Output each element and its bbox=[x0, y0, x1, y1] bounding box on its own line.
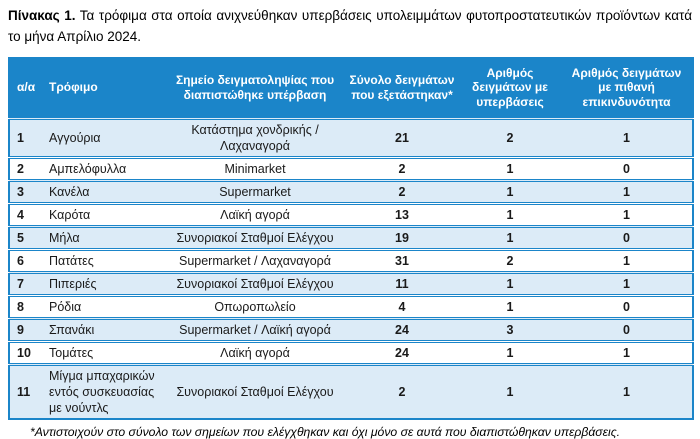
row-index-cell: 8 bbox=[17, 299, 24, 314]
samples-cell: 4 bbox=[398, 299, 406, 314]
exceedances-cell: 1 bbox=[506, 345, 514, 360]
table-row bbox=[9, 118, 693, 157]
residue-table bbox=[8, 57, 694, 420]
table-header bbox=[9, 58, 693, 118]
site-cell: Supermarket / Λαϊκή αγορά bbox=[165, 318, 345, 341]
risk-cell: 1 bbox=[561, 118, 693, 157]
site-cell: Κατάστημα χονδρικής /Λαχαναγορά bbox=[165, 118, 345, 157]
row-index-cell: 5 bbox=[9, 226, 47, 249]
header-food: Τρόφιμο bbox=[47, 58, 165, 118]
samples-cell: 24 bbox=[395, 345, 409, 360]
exceedances-cell: 1 bbox=[459, 180, 561, 203]
samples-cell: 24 bbox=[345, 318, 459, 341]
food-cell: Αμπελόφυλλα bbox=[49, 161, 127, 176]
row-index-cell: 4 bbox=[17, 207, 24, 222]
site-cell: Supermarket / Λαχαναγορά bbox=[178, 253, 332, 268]
food-cell: Πιπεριές bbox=[47, 272, 165, 295]
food-cell: Τομάτες bbox=[49, 345, 94, 360]
risk-cell: 0 bbox=[561, 226, 693, 249]
table-footnote: *Αντιστοιχούν στο σύνολο των σημείων που ελέγχθηκαν και όχι μόνο σε αυτά που διαπιστώθηκαν υπερβάσεις. bbox=[30, 424, 621, 439]
table-row bbox=[9, 318, 693, 341]
header-samples-possible-risk: Αριθμός δειγμάτων με πιθανή επικινδυνότητα bbox=[561, 58, 693, 118]
table-row bbox=[9, 341, 693, 364]
table-row bbox=[9, 295, 693, 318]
samples-cell: 21 bbox=[345, 118, 459, 157]
row-index-cell: 9 bbox=[9, 318, 47, 341]
site-cell: Συνοριακοί Σταθμοί Ελέγχου bbox=[165, 226, 345, 249]
risk-cell: 0 bbox=[623, 299, 630, 314]
site-cell: Λαϊκή αγορά bbox=[220, 345, 290, 360]
food-cell: Καρότα bbox=[49, 207, 91, 222]
risk-cell: 1 bbox=[561, 364, 693, 419]
samples-cell: 2 bbox=[345, 364, 459, 419]
site-cell: Συνοριακοί Σταθμοί Ελέγχου bbox=[165, 272, 345, 295]
risk-cell: 1 bbox=[623, 207, 630, 222]
table-title-label: Πίνακας 1. bbox=[8, 8, 76, 23]
header-samples-examined: Σύνολο δειγμάτων που εξετάστηκαν* bbox=[345, 58, 459, 118]
row-index-cell: 7 bbox=[9, 272, 47, 295]
exceedances-cell: 1 bbox=[459, 364, 561, 419]
row-index-cell: 6 bbox=[17, 253, 24, 268]
table-body bbox=[9, 118, 693, 419]
risk-cell: 1 bbox=[623, 345, 630, 360]
table-row bbox=[9, 157, 693, 180]
header-sampling-site: Σημείο δειγματοληψίας που διαπιστώθηκε υπέρβαση bbox=[165, 58, 345, 118]
row-index-cell: 3 bbox=[9, 180, 47, 203]
samples-cell: 2 bbox=[345, 180, 459, 203]
food-cell: Μίγμα μπαχαρικών εντός συσκευασίας με νούντλς bbox=[47, 364, 165, 419]
table-row bbox=[9, 272, 693, 295]
site-cell: Λαϊκή αγορά bbox=[220, 207, 290, 222]
site-cell: Supermarket bbox=[165, 180, 345, 203]
exceedances-cell: 1 bbox=[506, 299, 514, 314]
samples-cell: 2 bbox=[398, 161, 406, 176]
row-index-cell: 2 bbox=[17, 161, 24, 176]
risk-cell: 1 bbox=[623, 253, 630, 268]
row-index-cell: 10 bbox=[17, 345, 31, 360]
food-cell: Πατάτες bbox=[49, 253, 94, 268]
exceedances-cell: 2 bbox=[506, 253, 514, 268]
row-index-cell: 1 bbox=[9, 118, 47, 157]
food-cell: Αγγούρια bbox=[47, 118, 165, 157]
header-row bbox=[9, 58, 693, 118]
exceedances-cell: 1 bbox=[506, 161, 514, 176]
risk-cell: 0 bbox=[561, 318, 693, 341]
exceedances-cell: 2 bbox=[459, 118, 561, 157]
site-cell: Οπωροπωλείο bbox=[214, 299, 296, 314]
exceedances-cell: 1 bbox=[506, 207, 514, 222]
samples-cell: 11 bbox=[345, 272, 459, 295]
food-cell: Μήλα bbox=[47, 226, 165, 249]
samples-cell: 31 bbox=[395, 253, 409, 268]
header-samples-exceedances: Αριθμός δειγμάτων με υπερβάσεις bbox=[459, 58, 561, 118]
table-title-text: Τα τρόφιμα στα οποία ανιχνεύθηκαν υπερβάσεις υπολειμμάτων φυτοπροστατευτικών προϊόντων κατά το μήνα Απρίλιο 2024. bbox=[8, 8, 692, 44]
food-cell: Κανέλα bbox=[47, 180, 165, 203]
exceedances-cell: 1 bbox=[459, 226, 561, 249]
exceedances-cell: 1 bbox=[459, 272, 561, 295]
site-cell: Minimarket bbox=[224, 161, 286, 176]
samples-cell: 13 bbox=[395, 207, 409, 222]
site-cell: Συνοριακοί Σταθμοί Ελέγχου bbox=[165, 364, 345, 419]
table-row bbox=[9, 180, 693, 203]
table-title bbox=[8, 6, 692, 48]
samples-cell: 19 bbox=[345, 226, 459, 249]
table-row bbox=[9, 203, 693, 226]
risk-cell: 0 bbox=[623, 161, 630, 176]
row-index-cell: 11 bbox=[9, 364, 47, 419]
table-row bbox=[9, 226, 693, 249]
food-cell: Σπανάκι bbox=[47, 318, 165, 341]
risk-cell: 1 bbox=[561, 272, 693, 295]
table-row bbox=[9, 364, 693, 419]
table-row bbox=[9, 249, 693, 272]
exceedances-cell: 3 bbox=[459, 318, 561, 341]
risk-cell: 1 bbox=[561, 180, 693, 203]
header-index: α/α bbox=[9, 58, 47, 118]
food-cell: Ρόδια bbox=[49, 299, 82, 314]
